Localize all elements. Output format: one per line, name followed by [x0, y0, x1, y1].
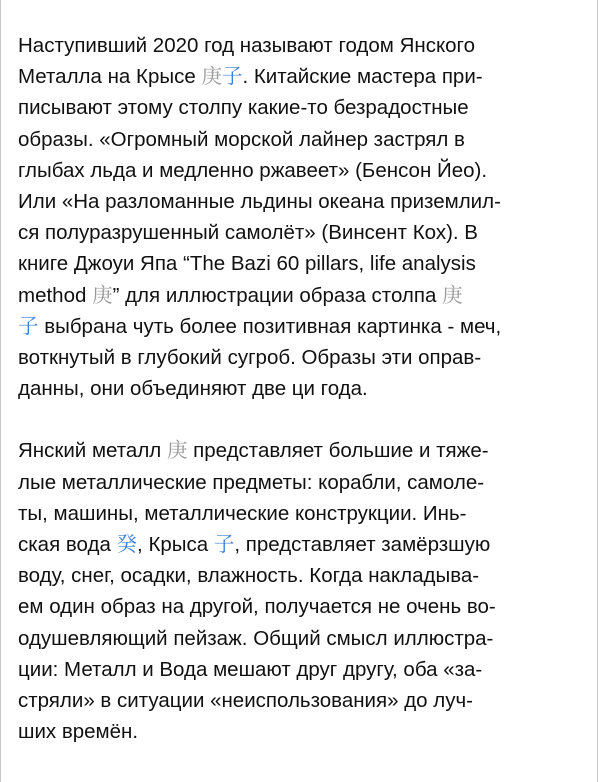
- text-segment: ших времён.: [18, 720, 139, 744]
- text-segment: стряли» в ситуации «неиспользования» до луч-: [18, 689, 473, 713]
- hieroglyph: 庚: [92, 283, 113, 307]
- text-segment: лые металлические предметы: корабли, самоле-: [18, 470, 485, 494]
- text-segment: ся полуразрушенный самолёт» (Винсент Кох). В: [18, 221, 478, 245]
- text-segment: данны, они объединяют две ци года.: [18, 377, 368, 401]
- paragraph: [18, 435, 583, 747]
- text-line: [18, 498, 583, 529]
- text-segment: method: [18, 283, 93, 307]
- text-line: [18, 155, 583, 186]
- hieroglyph: 庚: [201, 65, 222, 89]
- article-body: [18, 30, 583, 747]
- text-line: [18, 311, 583, 342]
- text-line: [18, 467, 583, 498]
- text-segment: представляет большие и тяже-: [187, 439, 489, 463]
- text-segment: ем один образ на другой, получается не очень во-: [18, 595, 496, 619]
- hieroglyph-link[interactable]: 子: [213, 533, 235, 557]
- text-line: [18, 654, 583, 685]
- paragraph: [18, 30, 583, 404]
- text-line: [18, 623, 583, 654]
- hieroglyph-link[interactable]: 癸: [116, 533, 138, 557]
- text-line: [18, 373, 583, 404]
- text-segment: , Крыса: [137, 533, 214, 557]
- text-segment: , представляет замёрзшую: [234, 533, 491, 557]
- text-line: [18, 435, 583, 466]
- text-segment: ты, машины, металлические конструкции. Инь-: [18, 501, 467, 525]
- text-line: [18, 560, 583, 591]
- hieroglyph: 庚: [166, 439, 188, 463]
- text-segment: одушевляющий пейзаж. Общий смысл иллюстра-: [18, 626, 494, 650]
- text-line: [18, 280, 583, 311]
- text-line: [18, 217, 583, 248]
- text-segment: воду, снег, осадки, влажность. Когда накладыва-: [18, 564, 480, 588]
- text-segment: . Китайские мастера при-: [242, 65, 483, 89]
- text-line: [18, 591, 583, 622]
- text-line: [18, 124, 583, 155]
- text-line: [18, 61, 583, 92]
- text-segment: ции: Металл и Вода мешают друг другу, оба «за-: [18, 657, 483, 681]
- text-segment: Или «На разломанные льдины океана приземлил-: [18, 190, 501, 214]
- text-segment: выбрана чуть более позитивная картинка - меч,: [38, 314, 502, 338]
- text-segment: образы. «Огромный морской лайнер застрял в: [18, 127, 465, 151]
- text-line: [18, 30, 583, 61]
- text-segment: глыбах льда и медленно ржавеет» (Бенсон Йео).: [18, 158, 488, 182]
- text-segment: Металла на Крысе: [18, 65, 202, 89]
- hieroglyph: 庚: [442, 283, 463, 307]
- text-segment: воткнутый в глубокий сугроб. Образы эти оправ-: [18, 346, 482, 370]
- text-line: [18, 529, 583, 560]
- text-segment: писывают этому столпу какие-то безрадостные: [18, 96, 469, 120]
- hieroglyph-link[interactable]: 子: [18, 314, 39, 338]
- text-segment: книге Джоуи Япа “The Bazi 60 pillars, life analysis: [18, 252, 476, 276]
- text-line: [18, 248, 583, 279]
- text-line: [18, 716, 583, 747]
- text-line: [18, 186, 583, 217]
- cut-off-heading: [0, 0, 600, 4]
- text-segment: Наступивший 2020 год называют годом Янского: [18, 34, 475, 57]
- text-segment: ” для иллюстрации образа столпа: [112, 283, 443, 307]
- hieroglyph-link[interactable]: 子: [221, 65, 243, 89]
- text-line: [18, 685, 583, 716]
- text-line: [18, 92, 583, 123]
- text-segment: Янский металл: [18, 439, 167, 463]
- text-line: [18, 342, 583, 373]
- text-segment: ская вода: [18, 533, 117, 557]
